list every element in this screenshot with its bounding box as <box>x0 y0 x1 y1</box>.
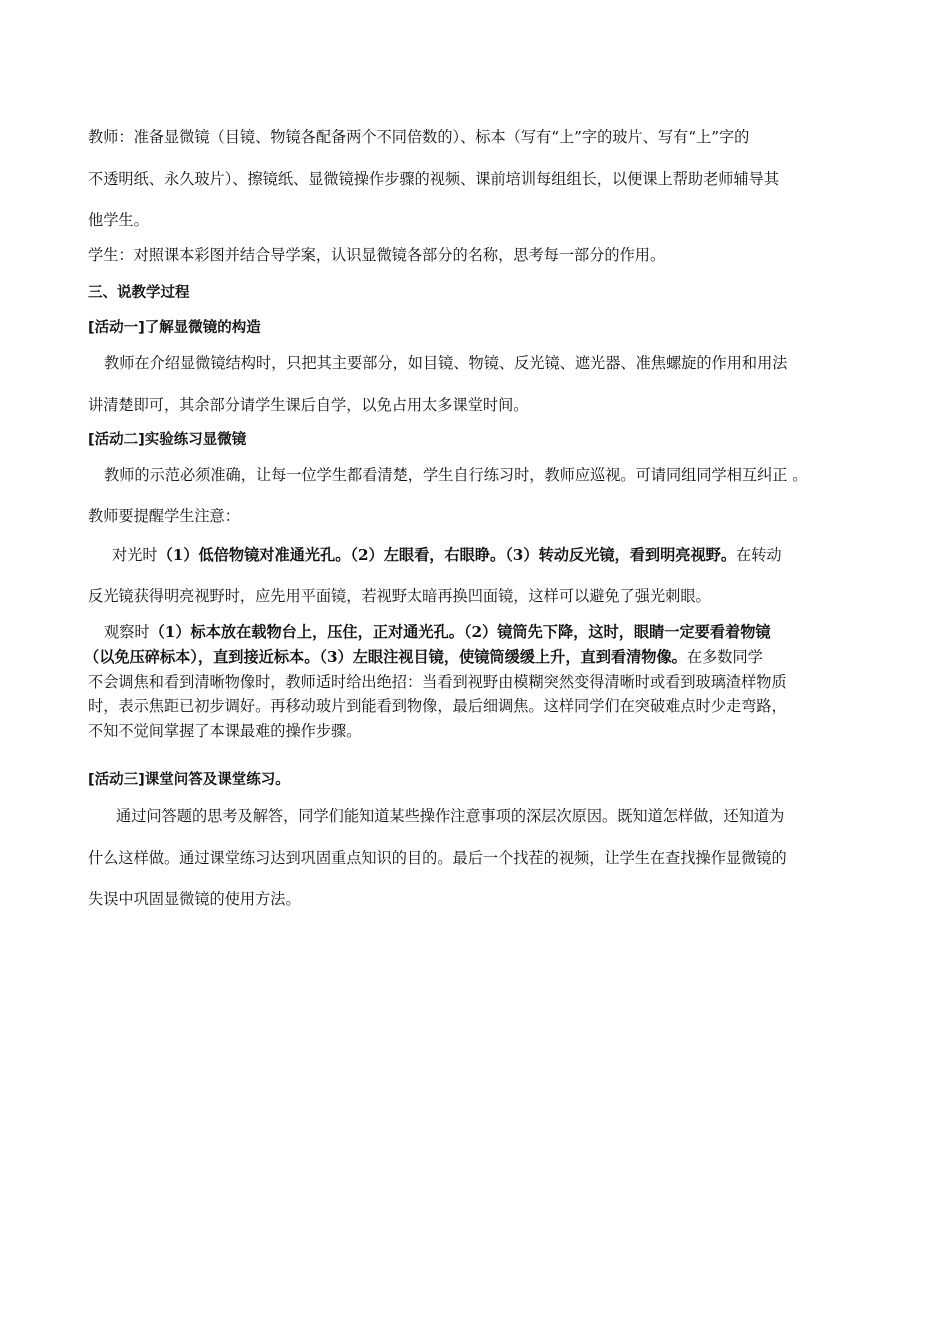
observe-line-4: 时，表示焦距已初步调好。再移动玻片到能看到物像，最后细调焦。这样同学们在突破难点时少走弯路， <box>88 697 787 715</box>
activity-1-paragraph-line-1: 教师在介绍显微镜结构时，只把其主要部分，如目镜、物镜、反光镜、遮光器、准焦螺旋的作用和用法 <box>104 354 788 372</box>
teacher-prep-line-3: 他学生。 <box>88 211 149 229</box>
student-prep-line: 学生：对照课本彩图并结合导学案，认识显微镜各部分的名称，思考每一部分的作用。 <box>88 246 666 264</box>
light-adjust-line-2: 反光镜获得明亮视野时，应先用平面镜，若视野太暗再换凹面镜，这样可以避免了强光刺眼。 <box>88 587 711 605</box>
activity-2-paragraph-2: 教师要提醒学生注意： <box>88 507 240 525</box>
observe-line-1 <box>104 622 771 642</box>
activity-3-paragraph-line-1: 通过问答题的思考及解答，同学们能知道某些操作注意事项的深层次原因。既知道怎样做，还知道为 <box>116 807 785 825</box>
observe-steps-1: （1）标本放在载物台上，压住，正对通光孔。（2）镜筒先下降，这时，眼睛一定要看着物镜 <box>149 623 771 641</box>
observe-tail: 在多数同学 <box>686 648 763 666</box>
activity-2-paragraph-1: 教师的示范必须准确，让每一位学生都看清楚，学生自行练习时，教师应巡视。可请同组同学相互纠正 。 <box>104 466 808 484</box>
activity-3-paragraph-line-2: 什么这样做。通过课堂练习达到巩固重点知识的目的。最后一个找茬的视频，让学生在查找操作显微镜的 <box>88 849 787 867</box>
activity-2-heading: [活动二]实验练习显微镜 <box>88 432 247 448</box>
observe-prefix: 观察时 <box>104 623 150 641</box>
teacher-prep-line-2: 不透明纸、永久玻片）、擦镜纸、显微镜操作步骤的视频、课前培训每组组长，以便课上帮助老师辅导其 <box>88 170 780 188</box>
observe-steps-2: （以免压碎标本），直到接近标本。（3）左眼注视目镜，使镜筒缓缓上升，直到看清物像。 <box>84 648 687 666</box>
activity-1-paragraph-line-2: 讲清楚即可，其余部分请学生课后自学，以免占用太多课堂时间。 <box>88 396 529 414</box>
activity-3-paragraph-line-3: 失误中巩固显微镜的使用方法。 <box>88 890 301 908</box>
light-adjust-line-1 <box>112 545 782 565</box>
teacher-prep-line-1: 教师：准备显微镜（目镜、物镜各配备两个不同倍数的）、标本（写有“上”字的玻片、写有“上”字的 <box>88 128 750 146</box>
observe-line-3: 不会调焦和看到清晰物像时，教师适时给出绝招：当看到视野由模糊突然变得清晰时或看到玻璃渣样物质 <box>88 673 787 691</box>
observe-line-5: 不知不觉间掌握了本课最难的操作步骤。 <box>88 722 362 740</box>
section-heading-teaching-process: 三、说教学过程 <box>88 285 190 301</box>
activity-1-heading: [活动一]了解显微镜的构造 <box>88 320 261 336</box>
observe-line-2 <box>84 647 763 667</box>
light-adjust-tail: 在转动 <box>736 546 782 564</box>
light-adjust-steps: （1）低倍物镜对准通光孔。（2）左眼看，右眼睁。（3）转动反光镜，看到明亮视野。 <box>157 546 737 564</box>
light-adjust-prefix: 对光时 <box>112 546 158 564</box>
activity-3-heading: [活动三]课堂问答及课堂练习。 <box>88 772 290 788</box>
